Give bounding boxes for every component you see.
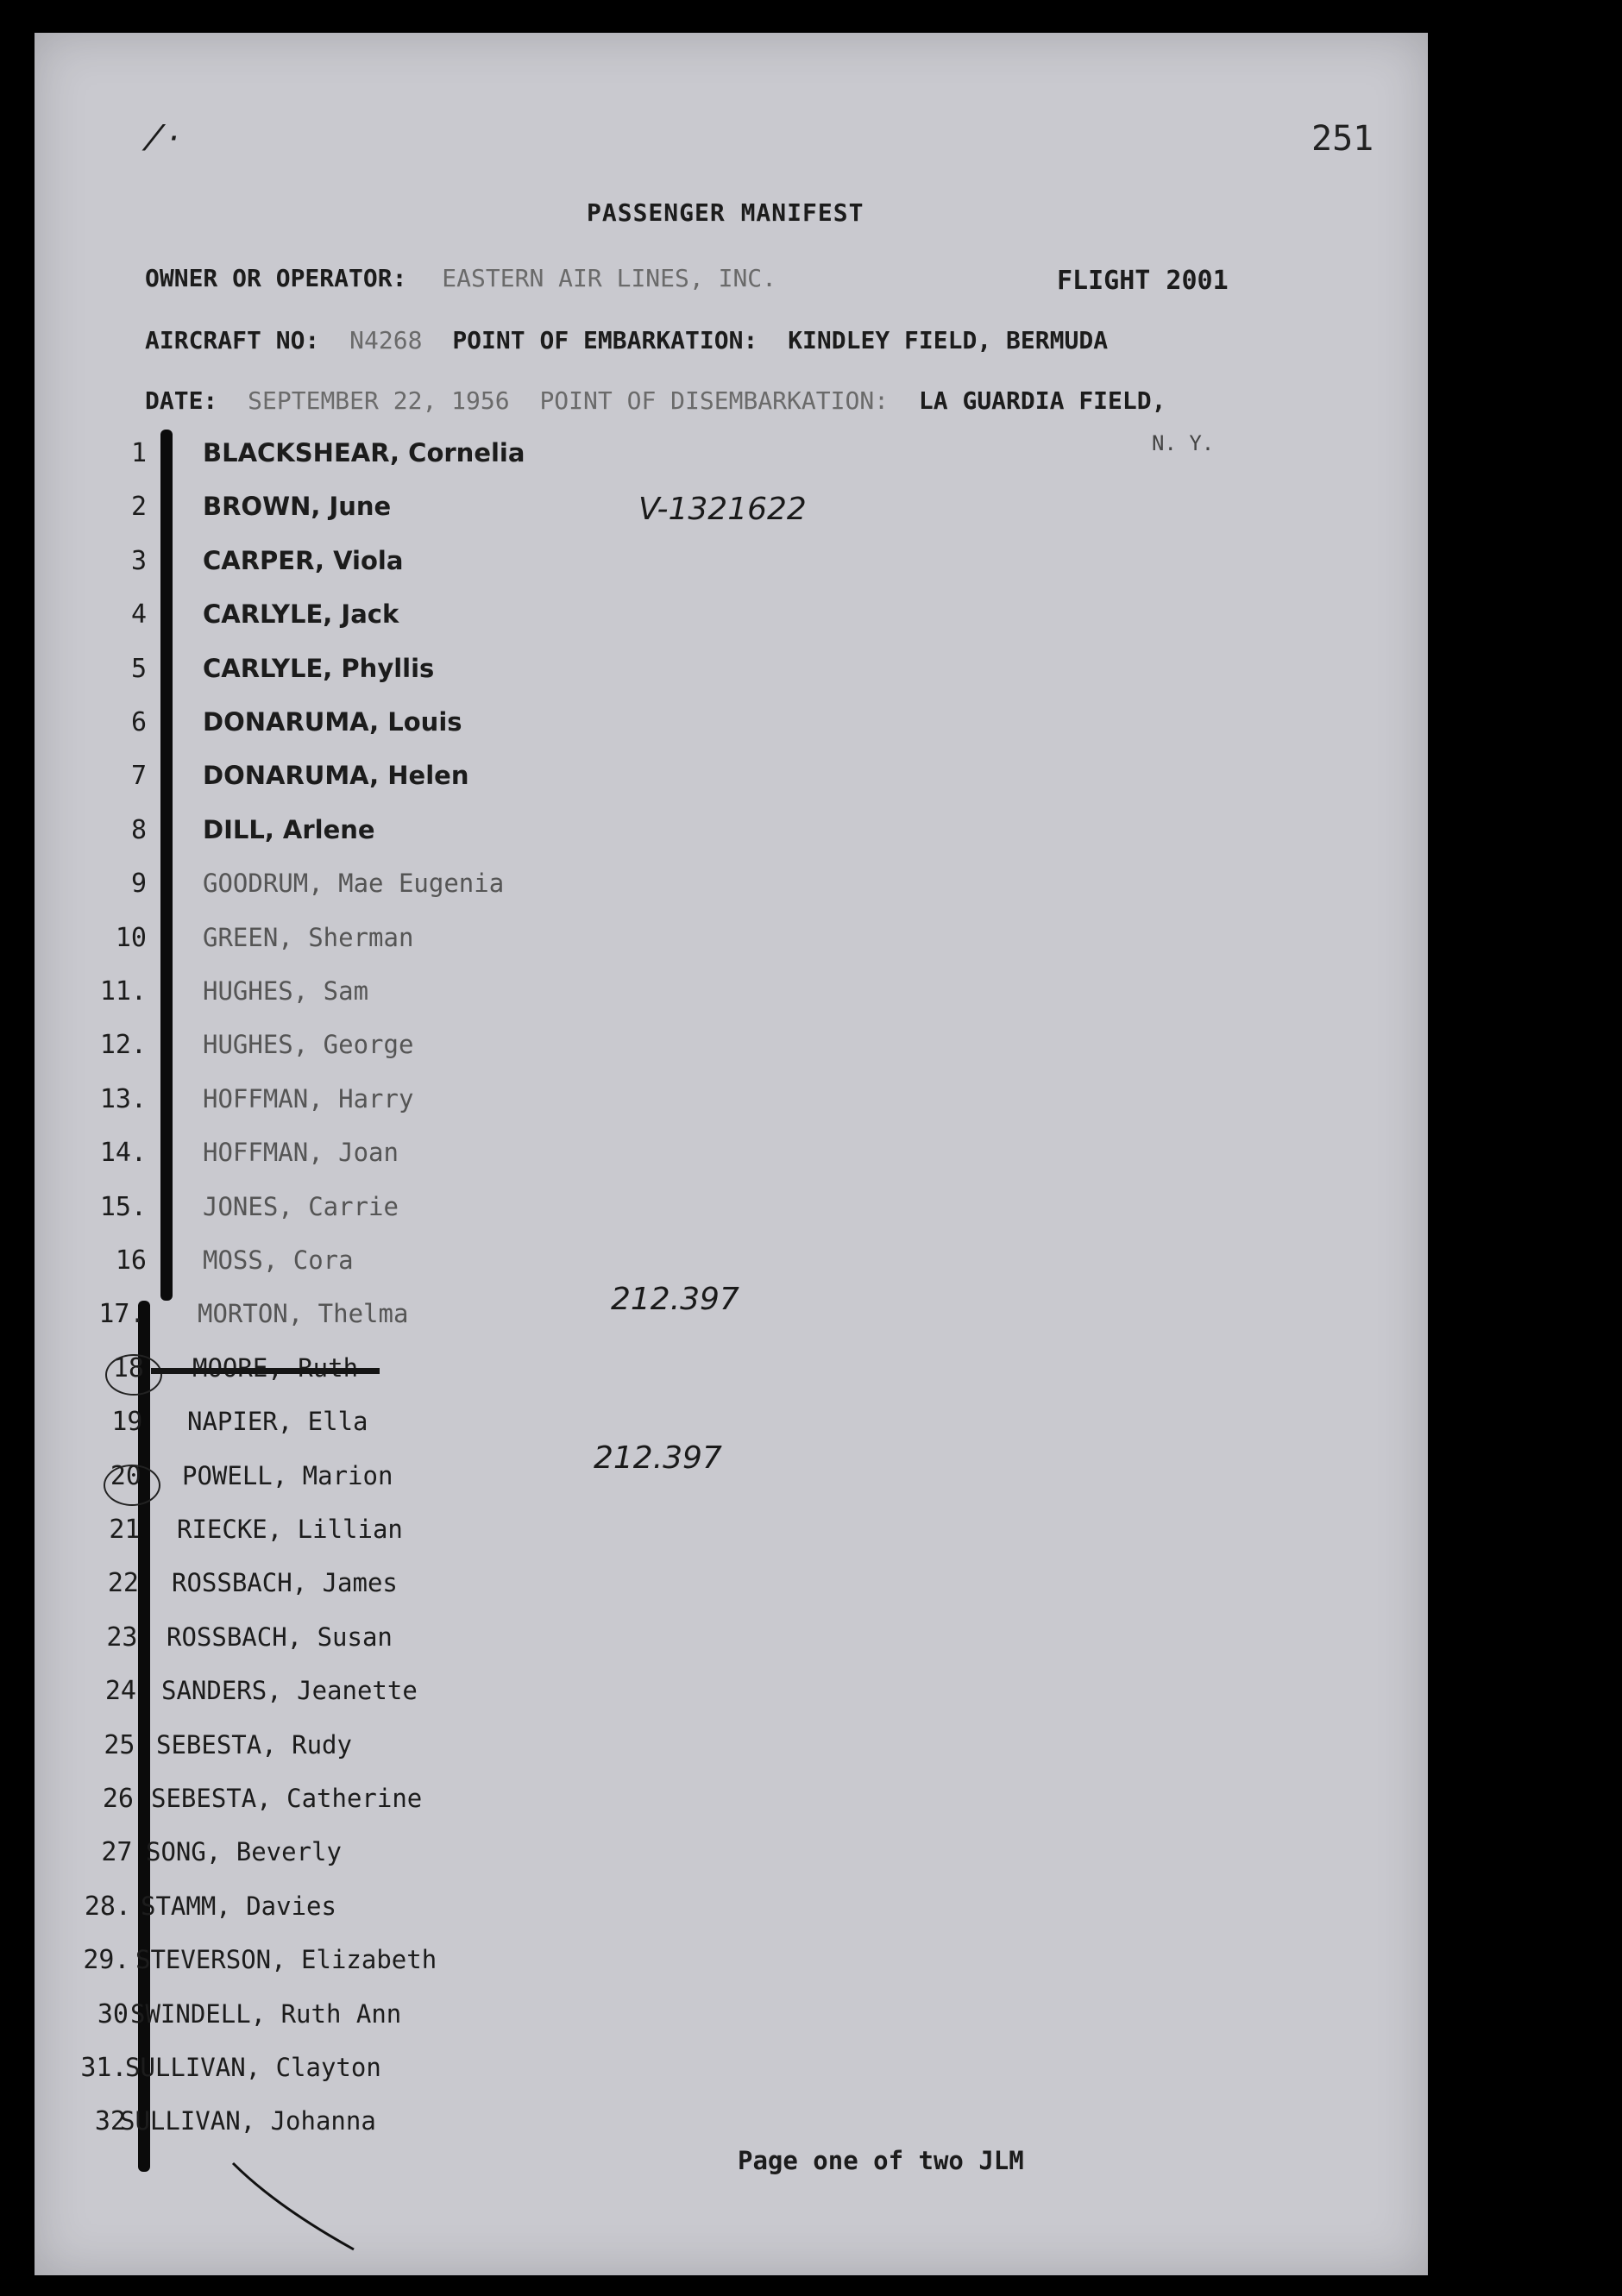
passenger-number: 26 bbox=[102, 1784, 134, 1814]
passenger-number: 6 bbox=[130, 707, 147, 737]
passenger-number: 19 bbox=[111, 1407, 143, 1438]
passport-annotation: V-1321622 bbox=[638, 492, 807, 527]
passenger-name: HUGHES, George bbox=[203, 1030, 414, 1060]
pen-stroke bbox=[224, 2155, 397, 2258]
passenger-name: DILL, Arlene bbox=[203, 814, 375, 844]
passenger-name: CARPER, Viola bbox=[203, 545, 404, 575]
passenger-number: 13. bbox=[99, 1083, 147, 1114]
passenger-name: SWINDELL, Ruth Ann bbox=[130, 1998, 402, 2029]
passenger-name: BLACKSHEAR, Cornelia bbox=[203, 438, 525, 467]
passenger-name: CARLYLE, Jack bbox=[203, 599, 399, 630]
date-label: DATE: bbox=[145, 386, 218, 415]
date-line bbox=[145, 386, 1166, 415]
passenger-number: 11. bbox=[99, 976, 147, 1007]
passenger-name: CARLYLE, Phyllis bbox=[203, 653, 435, 683]
passenger-number: 16 bbox=[115, 1245, 147, 1276]
flight-number: FLIGHT 2001 bbox=[1057, 266, 1229, 296]
owner-line bbox=[145, 264, 776, 292]
passenger-name: SULLIVAN, Johanna bbox=[120, 2106, 376, 2136]
embark-value: KINDLEY FIELD, BERMUDA bbox=[788, 326, 1109, 354]
passenger-name: ROSSBACH, James bbox=[172, 1568, 398, 1598]
passenger-number: 21 bbox=[109, 1515, 141, 1545]
passenger-name: SANDERS, Jeanette bbox=[161, 1676, 418, 1706]
passenger-number: 28. bbox=[84, 1891, 131, 1922]
aircraft-value: N4268 bbox=[349, 326, 423, 354]
passenger-number: 4 bbox=[130, 599, 147, 630]
passenger-name: GREEN, Sherman bbox=[203, 922, 414, 952]
passenger-number: 24 bbox=[104, 1676, 136, 1707]
passenger-name: MORTON, Thelma bbox=[198, 1299, 409, 1329]
passenger-number: 5 bbox=[130, 653, 147, 684]
passenger-number: 10 bbox=[115, 922, 147, 953]
passenger-name: STEVERSON, Elizabeth bbox=[135, 1945, 437, 1975]
passenger-name: POWELL, Marion bbox=[182, 1460, 393, 1490]
circle-mark-18 bbox=[105, 1354, 162, 1396]
passenger-number: 23 bbox=[106, 1622, 138, 1653]
note-row-17: 212.397 bbox=[611, 1282, 739, 1317]
passenger-number: 29. bbox=[83, 1945, 130, 1976]
passenger-number: 2 bbox=[130, 492, 147, 523]
passenger-number: 25 bbox=[104, 1729, 135, 1760]
passenger-number: 32 bbox=[94, 2106, 126, 2137]
passenger-number: 1 bbox=[130, 438, 147, 468]
passenger-name: STAMM, Davies bbox=[141, 1891, 336, 1921]
embark-label: POINT OF EMBARKATION: bbox=[452, 326, 758, 354]
passenger-number: 9 bbox=[130, 869, 147, 900]
note-row-20: 212.397 bbox=[594, 1440, 722, 1476]
disembark-label: POINT OF DISEMBARKATION: bbox=[539, 386, 890, 415]
passenger-number: 17. bbox=[98, 1299, 146, 1330]
strikethrough-row-18 bbox=[151, 1368, 380, 1374]
page-footer: Page one of two JLM bbox=[738, 2146, 1024, 2175]
passenger-name: NAPIER, Ella bbox=[187, 1407, 368, 1437]
passenger-number: 14. bbox=[99, 1138, 147, 1169]
passenger-name: RIECKE, Lillian bbox=[177, 1515, 403, 1544]
passenger-number: 15. bbox=[99, 1191, 147, 1222]
passenger-name: SONG, Beverly bbox=[146, 1837, 342, 1867]
passenger-name: HUGHES, Sam bbox=[203, 976, 369, 1006]
passenger-name: SEBESTA, Catherine bbox=[151, 1784, 423, 1813]
manifest-sheet bbox=[35, 33, 1428, 2275]
passenger-number: 20 bbox=[110, 1460, 141, 1491]
passenger-name: MOSS, Cora bbox=[203, 1245, 354, 1275]
passenger-number: 3 bbox=[130, 545, 147, 576]
passenger-name: JONES, Carrie bbox=[203, 1191, 399, 1221]
passenger-name: HOFFMAN, Joan bbox=[203, 1138, 399, 1168]
page-number: 251 bbox=[1311, 119, 1374, 159]
passenger-number: 27 bbox=[101, 1837, 133, 1868]
owner-value: EASTERN AIR LINES, INC. bbox=[442, 264, 777, 292]
passenger-name: ROSSBACH, Susan bbox=[167, 1622, 393, 1652]
marker-bracket-upper bbox=[160, 430, 173, 1301]
date-value: SEPTEMBER 22, 1956 bbox=[248, 386, 510, 415]
passenger-number: 18 bbox=[112, 1352, 144, 1383]
disembark-value-2: N. Y. bbox=[1152, 431, 1215, 455]
passenger-number: 30 bbox=[97, 1998, 129, 2029]
passenger-number: 22 bbox=[107, 1568, 139, 1599]
passenger-name: GOODRUM, Mae Eugenia bbox=[203, 869, 505, 899]
passenger-name: SEBESTA, Rudy bbox=[156, 1729, 352, 1760]
corner-mark: ⁄ · bbox=[151, 119, 179, 159]
passenger-name: DONARUMA, Helen bbox=[203, 761, 469, 791]
circle-mark-20 bbox=[104, 1465, 160, 1506]
passenger-number: 31. bbox=[80, 2053, 128, 2083]
disembark-value: LA GUARDIA FIELD, bbox=[918, 386, 1166, 415]
passenger-number: 12. bbox=[99, 1030, 147, 1061]
aircraft-line bbox=[145, 326, 1108, 354]
passenger-name: SULLIVAN, Clayton bbox=[125, 2053, 381, 2082]
aircraft-label: AIRCRAFT NO: bbox=[145, 326, 320, 354]
passenger-name: DONARUMA, Louis bbox=[203, 707, 462, 737]
passenger-number: 8 bbox=[130, 814, 147, 845]
page-title: PASSENGER MANIFEST bbox=[587, 198, 864, 227]
passenger-name: HOFFMAN, Harry bbox=[203, 1083, 414, 1113]
owner-label: OWNER OR OPERATOR: bbox=[145, 264, 407, 292]
passenger-number: 7 bbox=[130, 761, 147, 792]
passenger-name: BROWN, June bbox=[203, 492, 392, 522]
